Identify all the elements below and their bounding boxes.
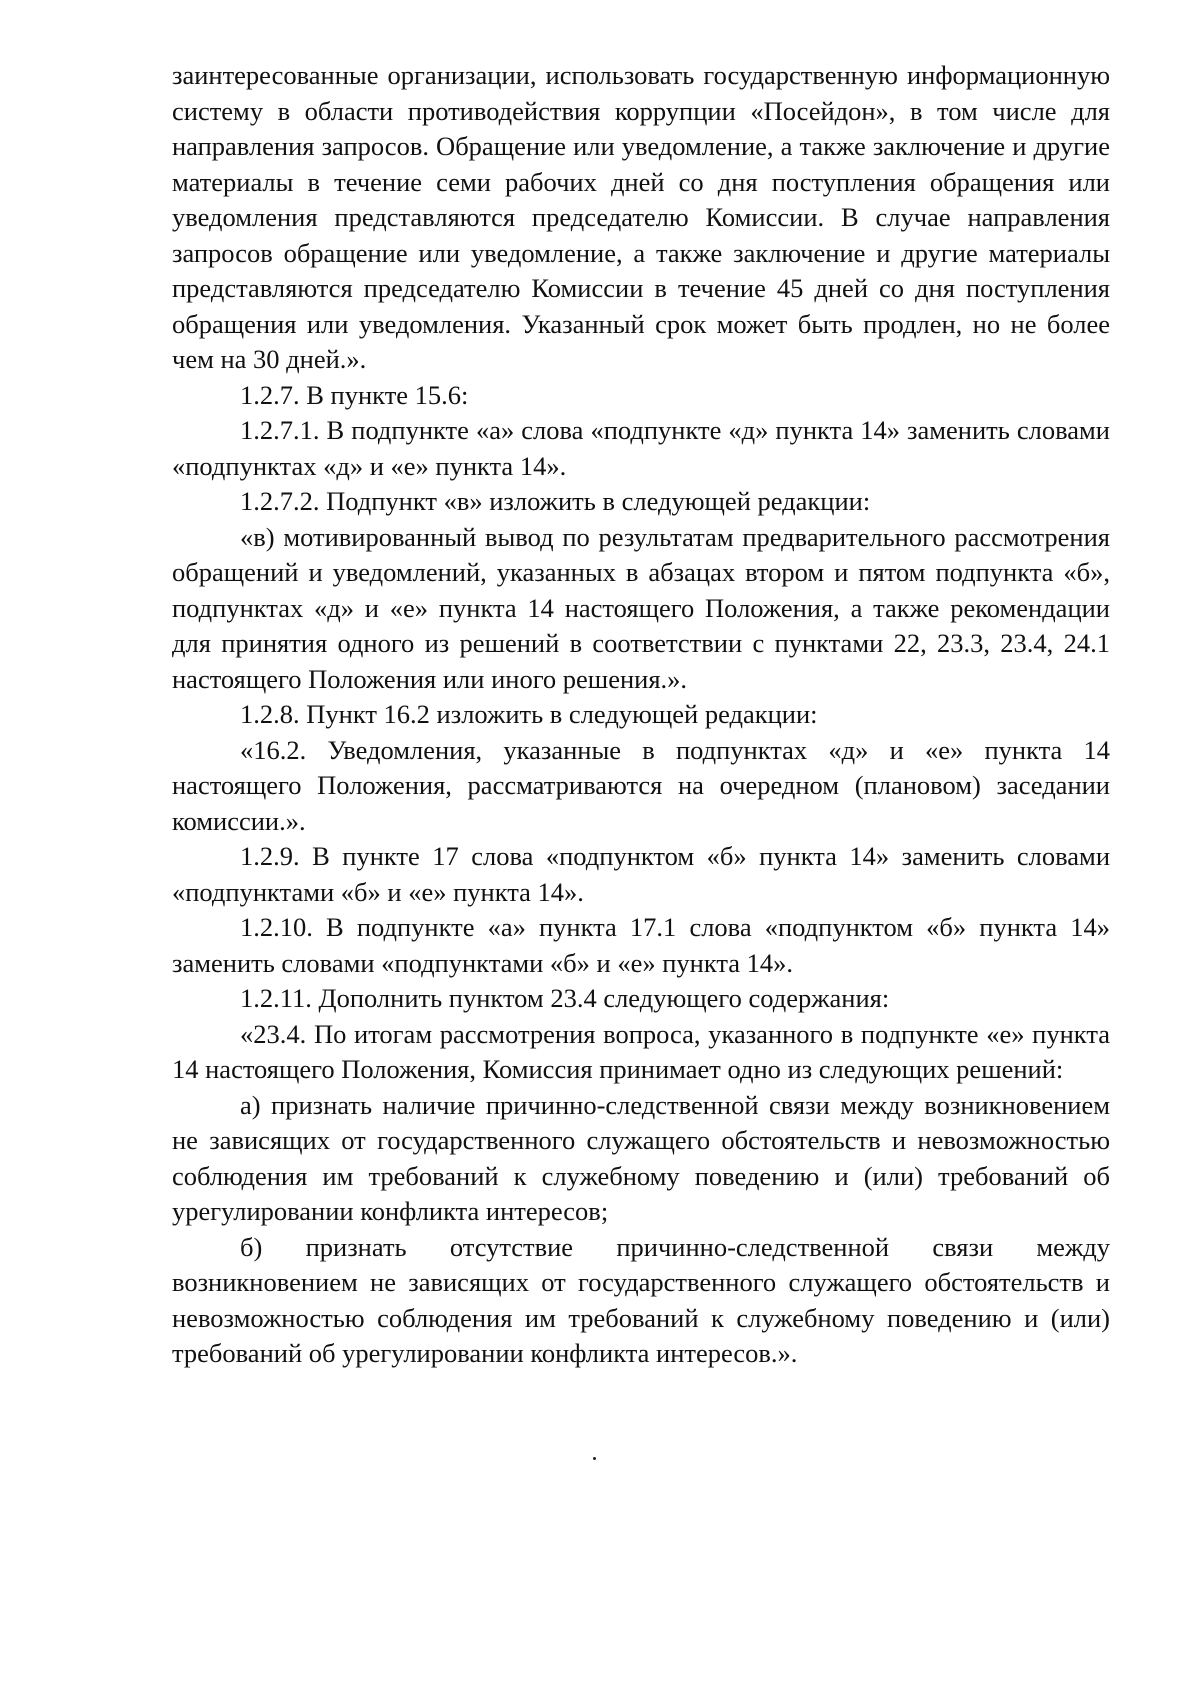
paragraph-decision-a: а) признать наличие причинно-следственной связи между возникновением не зависящих от государственного служащего обстоятельств и невозможностью соблюдения им требований к служебному поведению и (или) требований об урегулировании конфликта интересов; bbox=[172, 1089, 1110, 1226]
paragraph-decision-b: б) признать отсутствие причинно-следственной связи между возникновением не зависящих от государственного служащего обстоятельств и невозможностью соблюдения им требований к служебному поведению и (или) требований об урегулировании конфликта интересов.». bbox=[172, 1231, 1110, 1368]
paragraph-1-2-10: 1.2.10. В подпункте «а» пункта 17.1 слова «подпунктом «б» пункта 14» заменить словами «подпунктами «б» и «е» пункта 14». bbox=[172, 912, 1110, 978]
paragraph-1-2-7-2: 1.2.7.2. Подпункт «в» изложить в следующей редакции: bbox=[240, 486, 871, 516]
scan-speck bbox=[593, 1457, 596, 1460]
paragraph-1-2-11: 1.2.11. Дополнить пунктом 23.4 следующего содержания: bbox=[240, 983, 890, 1013]
paragraph-1-2-9: 1.2.9. В пункте 17 слова «подпунктом «б» пункта 14» заменить словами «подпунктами «б» и «е» пункта 14». bbox=[172, 841, 1110, 907]
paragraph-1-2-7-1: 1.2.7.1. В подпункте «а» слова «подпункте «д» пункта 14» заменить словами «подпунктах «д» и «е» пункта 14». bbox=[172, 415, 1110, 481]
paragraph-continuation: заинтересованные организации, использовать государственную информационную систему в области противодействия коррупции «Посейдон», в том числе для направления запросов. Обращение или уведомление, а также заключение и другие материалы в течение семи рабочих дней со дня поступления обращения или уведомления представляются председателю Комиссии. В случае направления запросов обращение или уведомление, а также заключение и другие материалы представляются председателю Комиссии в течение 45 дней со дня поступления обращения или уведомления. Указанный срок может быть продлен, но не более чем на 30 дней.». bbox=[172, 60, 1110, 374]
paragraph-16-2: «16.2. Уведомления, указанные в подпунктах «д» и «е» пункта 14 настоящего Положения, рассматриваются на очередном (плановом) заседании комиссии.». bbox=[172, 734, 1110, 836]
paragraph-1-2-8: 1.2.8. Пункт 16.2 изложить в следующей редакции: bbox=[240, 699, 818, 729]
paragraph-1-2-7: 1.2.7. В пункте 15.6: bbox=[240, 379, 469, 410]
document-page bbox=[172, 58, 1110, 1372]
paragraph-23-4: «23.4. По итогам рассмотрения вопроса, указанного в подпункте «е» пункта 14 настоящего Положения, Комиссия принимает одно из следующих решений: bbox=[172, 1018, 1110, 1084]
paragraph-subitem-v: «в) мотивированный вывод по результатам предварительного рассмотрения обращений и уведомлений, указанных в абзацах втором и пятом подпункта «б», подпунктах «д» и «е» пункта 14 настоящего Положения, а также рекомендации для принятия одного из решений в соответствии с пунктами 22, 23.3, 23.4, 24.1 настоящего Положения или иного решения.». bbox=[172, 521, 1110, 694]
